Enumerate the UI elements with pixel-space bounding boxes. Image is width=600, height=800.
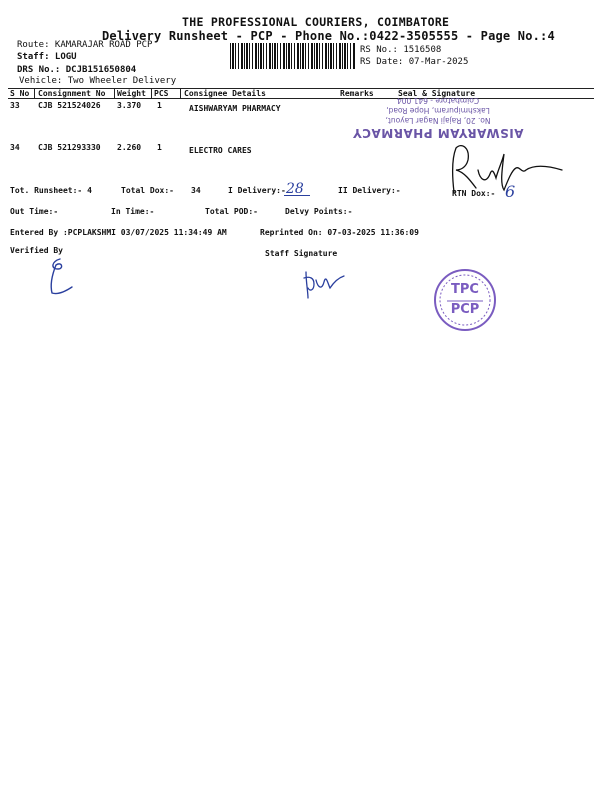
row-pcs: 1 [157,143,162,152]
pharmacy-seal-stamp [338,92,538,140]
staff-signature [300,264,350,304]
verifier-signature [40,255,80,300]
vehicle-label: Vehicle: Two Wheeler Delivery [19,76,177,86]
tpc-stamp-line2: PCP [450,302,480,317]
i-delivery-handwritten: 28 [286,181,304,197]
total-dox-value: 34 [191,186,201,195]
route-label: Route: KAMARAJAR ROAD PCP [17,40,153,50]
out-time: Out Time:- [10,207,59,216]
row-consignment: CJB 521524026 [38,101,101,110]
reprinted-on: Reprinted On: 07-03-2025 11:36:09 [260,228,419,237]
stamp-name: AISWARYAM PHARMACY [352,126,524,140]
tpc-stamp-ring [433,268,497,332]
row-consignee: ELECTRO CARES [189,146,252,155]
col-header-sno: S No [10,89,30,98]
drs-number: DRS No.: DCJB151650804 [17,65,137,75]
barcode-image [230,43,356,69]
rtn-dox-handwritten: 6 [505,182,516,201]
row-consignee: AISHWARYAM PHARMACY [189,104,281,113]
rs-number: RS No.: 1516508 [360,45,442,55]
row-pcs: 1 [157,101,162,110]
col-divider [180,88,181,98]
tpc-stamp-line1: TPC [451,282,479,297]
verified-by-label: Verified By [10,246,63,255]
stamp-line: No. 20, Rajaji Nagar Layout, [385,116,491,125]
row-weight: 2.260 [117,143,142,152]
col-header-remarks: Remarks [340,89,374,98]
rtn-dox-label: RTN Dox:- [452,189,496,198]
row-consignment: CJB 521293330 [38,143,101,152]
ii-delivery-label: II Delivery:- [338,186,401,195]
row-sno: 34 [10,143,20,152]
stamp-line: Coimbatore - 641 004 [396,96,480,105]
col-header-pcs: PCS [154,89,169,98]
i-delivery-label: I Delivery:- [228,186,286,195]
delvy-points: Delvy Points:- [285,207,353,216]
in-time: In Time:- [111,207,155,216]
row-weight: 3.370 [117,101,142,110]
col-header-consignment: Consignment No [38,89,106,98]
total-dox-label: Total Dox:- [121,186,174,195]
total-pod: Total POD:- [205,207,258,216]
company-name: THE PROFESSIONAL COURIERS, COIMBATORE [182,15,450,29]
staff-label: Staff: LOGU [17,52,77,62]
runsheet-title: Delivery Runsheet - PCP - Phone No.:0422-3505555 - Page No.:4 [102,29,555,43]
col-header-consignee: Consignee Details [184,89,266,98]
col-header-seal: Seal & Signature [398,89,476,98]
col-divider [114,88,115,98]
tot-runsheet: Tot. Runsheet:- 4 [10,186,92,195]
col-divider [151,88,152,98]
tpc-round-stamp [433,268,497,332]
rs-date: RS Date: 07-Mar-2025 [360,57,469,67]
stamp-line: Lakshmipuram, Hope Road, [386,106,490,115]
col-divider [34,88,35,98]
col-header-weight: Weight [117,89,146,98]
i-delivery-underline [284,195,310,196]
entered-by: Entered By :PCPLAKSHMI 03/07/2025 11:34:49 AM [10,228,227,237]
staff-signature-label: Staff Signature [265,249,338,258]
row-sno: 33 [10,101,20,110]
